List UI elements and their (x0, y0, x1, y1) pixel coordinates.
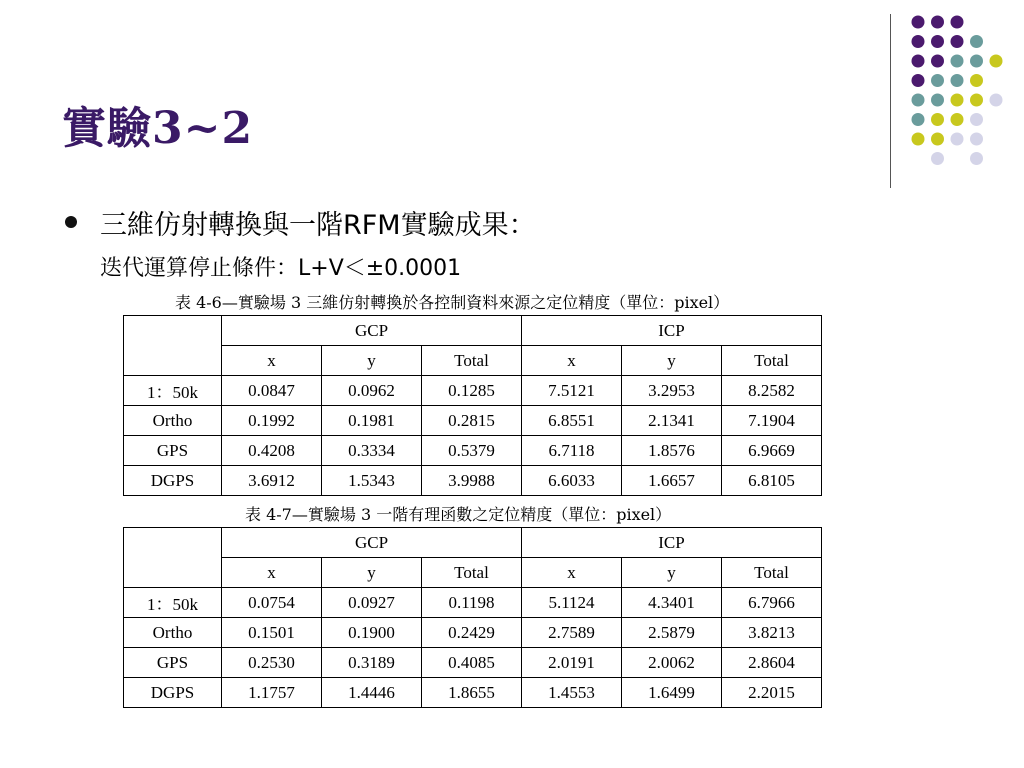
table-cell: 1.8576 (622, 436, 722, 466)
decorative-dot (970, 113, 983, 126)
decorative-dot (912, 74, 925, 87)
table-cell: 4.3401 (622, 588, 722, 618)
table-cell: 8.2582 (722, 376, 822, 406)
decorative-dot (912, 16, 925, 29)
table-cell: 1.4446 (322, 678, 422, 708)
row-label: GPS (124, 436, 222, 466)
column-header: y (322, 558, 422, 588)
table-cell: 3.6912 (222, 466, 322, 496)
table-row (124, 436, 822, 466)
table-cell: 1.6657 (622, 466, 722, 496)
group-header-gcp: GCP (222, 528, 522, 558)
table-cell: 0.3189 (322, 648, 422, 678)
decorative-dot (990, 94, 1003, 107)
table-cell: 1.4553 (522, 678, 622, 708)
stop-condition-text: 迭代運算停止條件：L+V＜±0.0001 (100, 256, 462, 281)
table-cell: 2.8604 (722, 648, 822, 678)
column-header: Total (722, 558, 822, 588)
decorative-dot (970, 35, 983, 48)
column-header: x (522, 558, 622, 588)
row-label: DGPS (124, 678, 222, 708)
table-cell: 0.1285 (422, 376, 522, 406)
table-cell: 7.5121 (522, 376, 622, 406)
decorative-dot (912, 94, 925, 107)
table-4-6 (123, 315, 822, 496)
decorative-dot (931, 94, 944, 107)
table-4-7 (123, 527, 822, 708)
decorative-dot (970, 133, 983, 146)
table-cell: 6.8551 (522, 406, 622, 436)
table-cell: 2.1341 (622, 406, 722, 436)
decorative-dot (951, 55, 964, 68)
decorative-dot (931, 35, 944, 48)
table-cell: 0.2815 (422, 406, 522, 436)
row-label: GPS (124, 648, 222, 678)
table-cell: 0.4085 (422, 648, 522, 678)
table-cell: 3.2953 (622, 376, 722, 406)
table-row (124, 406, 822, 436)
corner-cell (124, 528, 222, 588)
decorative-dot (970, 94, 983, 107)
row-label: DGPS (124, 466, 222, 496)
table-cell: 1.5343 (322, 466, 422, 496)
table-cell: 3.9988 (422, 466, 522, 496)
table-caption-4-6: 表 4-6—實驗場 3 三維仿射轉換於各控制資料來源之定位精度（單位：pixel） (175, 293, 730, 312)
table-cell: 0.4208 (222, 436, 322, 466)
group-header-icp: ICP (522, 528, 822, 558)
table-cell: 5.1124 (522, 588, 622, 618)
divider-line (890, 14, 891, 188)
decorative-dot (931, 74, 944, 87)
table-cell: 2.7589 (522, 618, 622, 648)
column-header: y (622, 346, 722, 376)
table-cell: 2.2015 (722, 678, 822, 708)
row-label: 1：50k (124, 588, 222, 618)
table-cell: 0.0962 (322, 376, 422, 406)
decorative-dot (951, 94, 964, 107)
row-label: Ortho (124, 618, 222, 648)
table-cell: 6.7966 (722, 588, 822, 618)
decorative-dot (912, 133, 925, 146)
table-cell: 0.1900 (322, 618, 422, 648)
table-caption-4-7: 表 4-7—實驗場 3 一階有理函數之定位精度（單位：pixel） (245, 505, 672, 524)
table-row (124, 466, 822, 496)
table-cell: 6.6033 (522, 466, 622, 496)
decorative-dot (931, 55, 944, 68)
table-cell: 0.5379 (422, 436, 522, 466)
corner-cell (124, 316, 222, 376)
table-cell: 0.0847 (222, 376, 322, 406)
table-cell: 1.8655 (422, 678, 522, 708)
table-cell: 0.3334 (322, 436, 422, 466)
column-header: x (522, 346, 622, 376)
row-label: Ortho (124, 406, 222, 436)
table-cell: 2.0191 (522, 648, 622, 678)
table-row (124, 648, 822, 678)
decorative-dot (951, 113, 964, 126)
column-header: y (322, 346, 422, 376)
table-cell: 2.5879 (622, 618, 722, 648)
decorative-dot (931, 113, 944, 126)
group-header-gcp: GCP (222, 316, 522, 346)
table-row (124, 376, 822, 406)
decorative-dot (970, 55, 983, 68)
table-cell: 0.0754 (222, 588, 322, 618)
table-cell: 0.1981 (322, 406, 422, 436)
decorative-dot (931, 16, 944, 29)
decorative-dot (951, 35, 964, 48)
decorative-dot (990, 55, 1003, 68)
decorative-dot (912, 35, 925, 48)
table-cell: 1.6499 (622, 678, 722, 708)
decorative-dot (912, 113, 925, 126)
column-header: y (622, 558, 722, 588)
slide-title: 實驗3~2 (62, 103, 254, 154)
decorative-dot (931, 152, 944, 165)
decorative-dot (951, 133, 964, 146)
table-cell: 0.0927 (322, 588, 422, 618)
decorative-dot (931, 133, 944, 146)
row-label: 1：50k (124, 376, 222, 406)
table-cell: 6.7118 (522, 436, 622, 466)
table-cell: 3.8213 (722, 618, 822, 648)
table-cell: 0.2530 (222, 648, 322, 678)
table-cell: 0.2429 (422, 618, 522, 648)
bullet-text: 三維仿射轉換與一階RFM實驗成果： (100, 210, 536, 241)
decorative-dot (912, 55, 925, 68)
table-cell: 6.9669 (722, 436, 822, 466)
table-cell: 2.0062 (622, 648, 722, 678)
table-cell: 6.8105 (722, 466, 822, 496)
table-cell: 0.1992 (222, 406, 322, 436)
table-cell: 0.1198 (422, 588, 522, 618)
column-header: x (222, 346, 322, 376)
decorative-dot (970, 152, 983, 165)
column-header: Total (422, 558, 522, 588)
decorative-dot (951, 74, 964, 87)
bullet-icon (65, 216, 77, 228)
table-cell: 0.1501 (222, 618, 322, 648)
column-header: x (222, 558, 322, 588)
table-row (124, 618, 822, 648)
decorative-dot (951, 16, 964, 29)
table-row (124, 588, 822, 618)
table-row (124, 678, 822, 708)
table-cell: 7.1904 (722, 406, 822, 436)
table-cell: 1.1757 (222, 678, 322, 708)
decorative-dot (970, 74, 983, 87)
group-header-icp: ICP (522, 316, 822, 346)
column-header: Total (722, 346, 822, 376)
column-header: Total (422, 346, 522, 376)
